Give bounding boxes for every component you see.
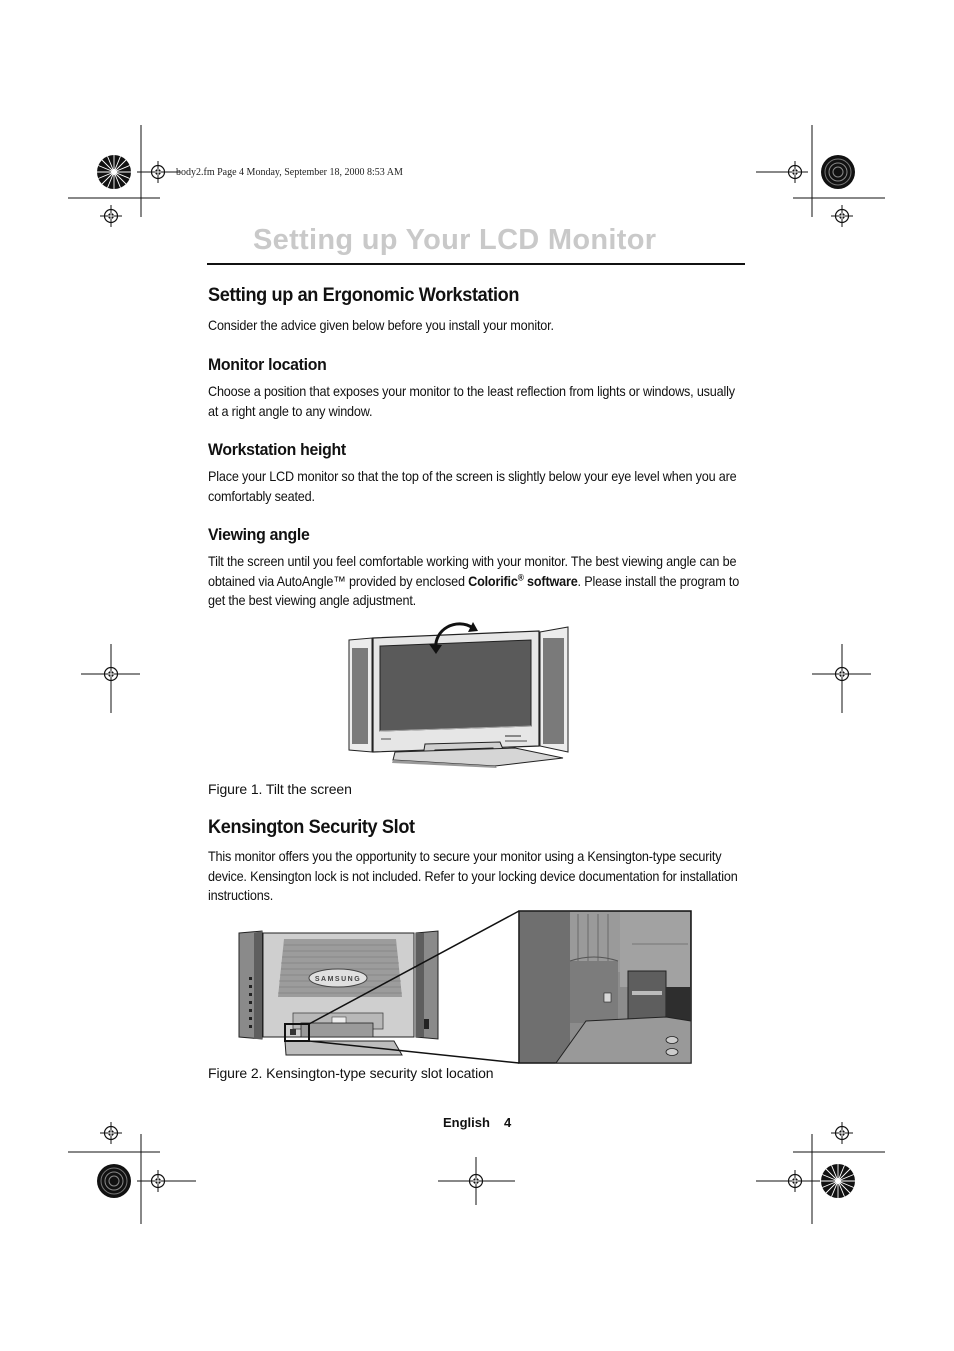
text-workstation-height: Place your LCD monitor so that the top of the screen is slightly below your eye level when you are comfortably seated. bbox=[208, 469, 737, 504]
section-intro: Consider the advice given below before you install your monitor. bbox=[208, 318, 554, 333]
page-number: 4 bbox=[503, 1115, 512, 1130]
viewing-angle-text-start: Tilt the screen until you feel comfortable working with your monitor. The best viewing angle can be obtained via AutoAngle™ provided by enclosed bbox=[208, 554, 737, 589]
figure-1-monitor-front bbox=[345, 614, 575, 768]
figure-1-caption: Figure 1. Tilt the screen bbox=[208, 781, 352, 797]
figure-2-kensington-slot bbox=[236, 909, 694, 1066]
software-word: software bbox=[523, 573, 578, 589]
text-monitor-location: Choose a position that exposes your monitor to the least reflection from lights or windows, usually at a right angle to any window. bbox=[208, 384, 735, 419]
heading-monitor-location: Monitor location bbox=[208, 355, 327, 374]
colorific-brand: Colorific® software bbox=[468, 571, 578, 589]
heading-viewing-angle: Viewing angle bbox=[208, 525, 310, 544]
registered-mark: ® bbox=[517, 571, 524, 582]
text-kensington: This monitor offers you the opportunity to secure your monitor using a Kensington-type security device. Kensington lock is not included. Refer to your locking device documentation for installation instructions. bbox=[208, 849, 738, 903]
brand-logo-label: SAMSUNG bbox=[314, 976, 362, 983]
title-rule bbox=[207, 263, 745, 265]
text-viewing-angle bbox=[208, 552, 743, 611]
footer-language: English bbox=[443, 1115, 490, 1130]
viewing-angle-text-end: . Please install the program to get the best viewing angle adjustment. bbox=[208, 573, 740, 608]
print-header: body2.fm Page 4 Monday, September 18, 2000 8:53 AM bbox=[176, 167, 403, 178]
heading-workstation-height: Workstation height bbox=[208, 440, 346, 459]
page-title: Setting up Your LCD Monitor bbox=[253, 224, 657, 256]
section-heading-kensington: Kensington Security Slot bbox=[208, 816, 415, 838]
page-footer bbox=[443, 1115, 511, 1130]
section-heading-ergonomic: Setting up an Ergonomic Workstation bbox=[208, 284, 520, 306]
figure-2-caption: Figure 2. Kensington-type security slot location bbox=[208, 1065, 494, 1081]
